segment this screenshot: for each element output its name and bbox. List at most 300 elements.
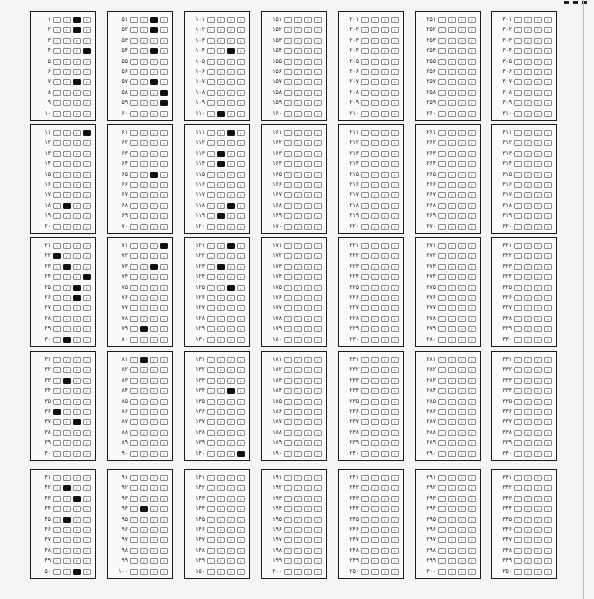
answer-bubble-3[interactable]: ۳: [150, 161, 158, 167]
answer-bubble-4[interactable]: ۴: [83, 161, 91, 167]
answer-bubble-1[interactable]: ۱: [438, 419, 446, 425]
answer-bubble-3[interactable]: ۳: [458, 326, 466, 332]
answer-bubble-2[interactable]: ۲: [524, 326, 532, 332]
answer-bubble-2[interactable]: ۲: [140, 399, 148, 405]
answer-bubble-1[interactable]: ۱: [514, 274, 522, 280]
answer-bubble-3[interactable]: ۳: [304, 161, 312, 167]
answer-bubble-1[interactable]: ۱: [53, 337, 61, 343]
answer-bubble-4[interactable]: ۴: [83, 475, 91, 481]
answer-bubble-4[interactable]: ۴: [468, 548, 476, 554]
answer-bubble-3[interactable]: ۳: [534, 151, 542, 157]
answer-bubble-4[interactable]: ۴: [391, 253, 399, 259]
answer-bubble-3[interactable]: ۳: [534, 192, 542, 198]
answer-bubble-4[interactable]: ۴: [544, 440, 552, 446]
answer-bubble-4[interactable]: ۴: [160, 558, 168, 564]
answer-bubble-1[interactable]: ۱: [438, 409, 446, 415]
answer-bubble-1[interactable]: ۱: [438, 59, 446, 65]
answer-bubble-2[interactable]: ۲: [217, 100, 225, 106]
answer-bubble-3[interactable]: ۳: [381, 224, 389, 230]
answer-bubble-4[interactable]: ۴: [544, 69, 552, 75]
answer-bubble-4[interactable]: ۴: [83, 326, 91, 332]
answer-bubble-1[interactable]: ۱: [53, 475, 61, 481]
answer-bubble-2[interactable]: ۲: [448, 79, 456, 85]
answer-bubble-1[interactable]: ۱: [53, 285, 61, 291]
answer-bubble-1[interactable]: ۱: [53, 151, 61, 157]
answer-bubble-4[interactable]: ۴: [83, 27, 91, 33]
answer-bubble-3[interactable]: ۳: [534, 326, 542, 332]
answer-bubble-2[interactable]: ۲: [63, 485, 71, 491]
answer-bubble-2[interactable]: ۲: [294, 558, 302, 564]
answer-bubble-2[interactable]: ۲: [294, 224, 302, 230]
answer-bubble-2[interactable]: ۲: [448, 243, 456, 249]
answer-bubble-2[interactable]: ۲: [294, 440, 302, 446]
answer-bubble-4[interactable]: ۴: [468, 537, 476, 543]
answer-bubble-2[interactable]: ۲: [448, 295, 456, 301]
answer-bubble-3[interactable]: ۳: [381, 537, 389, 543]
answer-bubble-3[interactable]: ۳: [458, 264, 466, 270]
answer-bubble-1[interactable]: ۱: [130, 440, 138, 446]
answer-bubble-4[interactable]: ۴: [237, 378, 245, 384]
answer-bubble-4[interactable]: ۴: [237, 409, 245, 415]
answer-bubble-4[interactable]: ۴: [314, 192, 322, 198]
answer-bubble-1[interactable]: ۱: [361, 399, 369, 405]
answer-bubble-4[interactable]: ۴: [160, 527, 168, 533]
answer-bubble-2[interactable]: ۲: [448, 548, 456, 554]
answer-bubble-3[interactable]: ۳: [73, 548, 81, 554]
answer-bubble-2[interactable]: ۲: [63, 517, 71, 523]
answer-bubble-3[interactable]: ۳: [458, 140, 466, 146]
answer-bubble-4[interactable]: ۴: [160, 274, 168, 280]
answer-bubble-1[interactable]: ۱: [130, 337, 138, 343]
answer-bubble-2[interactable]: ۲: [294, 253, 302, 259]
answer-bubble-2[interactable]: ۲: [371, 161, 379, 167]
answer-bubble-1[interactable]: ۱: [53, 496, 61, 502]
answer-bubble-4[interactable]: ۴: [160, 316, 168, 322]
answer-bubble-4[interactable]: ۴: [83, 274, 91, 280]
answer-bubble-1[interactable]: ۱: [361, 537, 369, 543]
answer-bubble-4[interactable]: ۴: [468, 264, 476, 270]
answer-bubble-1[interactable]: ۱: [514, 253, 522, 259]
answer-bubble-4[interactable]: ۴: [468, 243, 476, 249]
answer-bubble-3[interactable]: ۳: [381, 409, 389, 415]
answer-bubble-3[interactable]: ۳: [534, 243, 542, 249]
answer-bubble-4[interactable]: ۴: [468, 295, 476, 301]
answer-bubble-1[interactable]: ۱: [53, 326, 61, 332]
answer-bubble-1[interactable]: ۱: [207, 305, 215, 311]
answer-bubble-4[interactable]: ۴: [160, 264, 168, 270]
answer-bubble-2[interactable]: ۲: [63, 161, 71, 167]
answer-bubble-2[interactable]: ۲: [217, 69, 225, 75]
answer-bubble-3[interactable]: ۳: [304, 548, 312, 554]
answer-bubble-3[interactable]: ۳: [227, 224, 235, 230]
answer-bubble-3[interactable]: ۳: [534, 451, 542, 457]
answer-bubble-1[interactable]: ۱: [514, 17, 522, 23]
answer-bubble-2[interactable]: ۲: [524, 264, 532, 270]
answer-bubble-4[interactable]: ۴: [314, 151, 322, 157]
answer-bubble-3[interactable]: ۳: [534, 388, 542, 394]
answer-bubble-2[interactable]: ۲: [294, 111, 302, 117]
answer-bubble-3[interactable]: ۳: [150, 506, 158, 512]
answer-bubble-4[interactable]: ۴: [544, 243, 552, 249]
answer-bubble-3[interactable]: ۳: [227, 337, 235, 343]
answer-bubble-3[interactable]: ۳: [227, 527, 235, 533]
answer-bubble-4[interactable]: ۴: [237, 496, 245, 502]
answer-bubble-2[interactable]: ۲: [63, 430, 71, 436]
answer-bubble-2[interactable]: ۲: [448, 38, 456, 44]
answer-bubble-3[interactable]: ۳: [227, 38, 235, 44]
answer-bubble-1[interactable]: ۱: [53, 548, 61, 554]
answer-bubble-4[interactable]: ۴: [544, 140, 552, 146]
answer-bubble-2[interactable]: ۲: [448, 378, 456, 384]
answer-bubble-3[interactable]: ۳: [381, 285, 389, 291]
answer-bubble-1[interactable]: ۱: [361, 378, 369, 384]
answer-bubble-1[interactable]: ۱: [207, 161, 215, 167]
answer-bubble-2[interactable]: ۲: [294, 367, 302, 373]
answer-bubble-4[interactable]: ۴: [83, 558, 91, 564]
answer-bubble-4[interactable]: ۴: [468, 558, 476, 564]
answer-bubble-3[interactable]: ۳: [381, 90, 389, 96]
answer-bubble-4[interactable]: ۴: [237, 151, 245, 157]
answer-bubble-2[interactable]: ۲: [294, 337, 302, 343]
answer-bubble-2[interactable]: ۲: [63, 243, 71, 249]
answer-bubble-3[interactable]: ۳: [73, 409, 81, 415]
answer-bubble-1[interactable]: ۱: [438, 485, 446, 491]
answer-bubble-3[interactable]: ۳: [73, 558, 81, 564]
answer-bubble-2[interactable]: ۲: [371, 172, 379, 178]
answer-bubble-2[interactable]: ۲: [217, 111, 225, 117]
answer-bubble-2[interactable]: ۲: [140, 182, 148, 188]
answer-bubble-3[interactable]: ۳: [458, 569, 466, 575]
answer-bubble-1[interactable]: ۱: [53, 430, 61, 436]
answer-bubble-4[interactable]: ۴: [160, 430, 168, 436]
answer-bubble-3[interactable]: ۳: [304, 140, 312, 146]
answer-bubble-2[interactable]: ۲: [524, 409, 532, 415]
answer-bubble-4[interactable]: ۴: [83, 17, 91, 23]
answer-bubble-1[interactable]: ۱: [207, 295, 215, 301]
answer-bubble-1[interactable]: ۱: [130, 326, 138, 332]
answer-bubble-1[interactable]: ۱: [438, 274, 446, 280]
answer-bubble-2[interactable]: ۲: [524, 48, 532, 54]
answer-bubble-1[interactable]: ۱: [438, 130, 446, 136]
answer-bubble-4[interactable]: ۴: [83, 388, 91, 394]
answer-bubble-1[interactable]: ۱: [130, 285, 138, 291]
answer-bubble-3[interactable]: ۳: [458, 285, 466, 291]
answer-bubble-4[interactable]: ۴: [237, 337, 245, 343]
answer-bubble-1[interactable]: ۱: [361, 140, 369, 146]
answer-bubble-2[interactable]: ۲: [63, 285, 71, 291]
answer-bubble-4[interactable]: ۴: [237, 367, 245, 373]
answer-bubble-1[interactable]: ۱: [207, 182, 215, 188]
answer-bubble-3[interactable]: ۳: [304, 38, 312, 44]
answer-bubble-3[interactable]: ۳: [150, 182, 158, 188]
answer-bubble-2[interactable]: ۲: [294, 548, 302, 554]
answer-bubble-2[interactable]: ۲: [140, 367, 148, 373]
answer-bubble-3[interactable]: ۳: [381, 548, 389, 554]
answer-bubble-4[interactable]: ۴: [237, 111, 245, 117]
answer-bubble-1[interactable]: ۱: [361, 59, 369, 65]
answer-bubble-3[interactable]: ۳: [304, 451, 312, 457]
answer-bubble-4[interactable]: ۴: [237, 172, 245, 178]
answer-bubble-2[interactable]: ۲: [294, 527, 302, 533]
answer-bubble-4[interactable]: ۴: [544, 274, 552, 280]
answer-bubble-4[interactable]: ۴: [391, 48, 399, 54]
answer-bubble-3[interactable]: ۳: [534, 100, 542, 106]
answer-bubble-2[interactable]: ۲: [140, 295, 148, 301]
answer-bubble-4[interactable]: ۴: [314, 295, 322, 301]
answer-bubble-2[interactable]: ۲: [63, 192, 71, 198]
answer-bubble-3[interactable]: ۳: [227, 253, 235, 259]
answer-bubble-2[interactable]: ۲: [63, 440, 71, 446]
answer-bubble-3[interactable]: ۳: [227, 59, 235, 65]
answer-bubble-3[interactable]: ۳: [73, 69, 81, 75]
answer-bubble-4[interactable]: ۴: [160, 440, 168, 446]
answer-bubble-4[interactable]: ۴: [314, 111, 322, 117]
answer-bubble-4[interactable]: ۴: [83, 419, 91, 425]
answer-bubble-4[interactable]: ۴: [544, 496, 552, 502]
answer-bubble-3[interactable]: ۳: [458, 192, 466, 198]
answer-bubble-1[interactable]: ۱: [130, 274, 138, 280]
answer-bubble-4[interactable]: ۴: [391, 537, 399, 543]
answer-bubble-2[interactable]: ۲: [294, 130, 302, 136]
answer-bubble-3[interactable]: ۳: [534, 224, 542, 230]
answer-bubble-3[interactable]: ۳: [381, 357, 389, 363]
answer-bubble-1[interactable]: ۱: [207, 527, 215, 533]
answer-bubble-3[interactable]: ۳: [227, 243, 235, 249]
answer-bubble-4[interactable]: ۴: [314, 485, 322, 491]
answer-bubble-2[interactable]: ۲: [294, 79, 302, 85]
answer-bubble-3[interactable]: ۳: [534, 285, 542, 291]
answer-bubble-2[interactable]: ۲: [217, 203, 225, 209]
answer-bubble-2[interactable]: ۲: [63, 90, 71, 96]
answer-bubble-2[interactable]: ۲: [371, 140, 379, 146]
answer-bubble-1[interactable]: ۱: [514, 172, 522, 178]
answer-bubble-4[interactable]: ۴: [83, 517, 91, 523]
answer-bubble-2[interactable]: ۲: [217, 17, 225, 23]
answer-bubble-3[interactable]: ۳: [304, 440, 312, 446]
answer-bubble-1[interactable]: ۱: [53, 569, 61, 575]
answer-bubble-3[interactable]: ۳: [534, 274, 542, 280]
answer-bubble-1[interactable]: ۱: [284, 224, 292, 230]
answer-bubble-1[interactable]: ۱: [361, 548, 369, 554]
answer-bubble-4[interactable]: ۴: [544, 451, 552, 457]
answer-bubble-3[interactable]: ۳: [304, 388, 312, 394]
answer-bubble-1[interactable]: ۱: [514, 79, 522, 85]
answer-bubble-3[interactable]: ۳: [381, 100, 389, 106]
answer-bubble-3[interactable]: ۳: [381, 203, 389, 209]
answer-bubble-2[interactable]: ۲: [217, 485, 225, 491]
answer-bubble-3[interactable]: ۳: [227, 274, 235, 280]
answer-bubble-2[interactable]: ۲: [63, 253, 71, 259]
answer-bubble-2[interactable]: ۲: [524, 337, 532, 343]
answer-bubble-1[interactable]: ۱: [438, 243, 446, 249]
answer-bubble-1[interactable]: ۱: [514, 451, 522, 457]
answer-bubble-2[interactable]: ۲: [63, 399, 71, 405]
answer-bubble-1[interactable]: ۱: [284, 48, 292, 54]
answer-bubble-2[interactable]: ۲: [140, 192, 148, 198]
answer-bubble-4[interactable]: ۴: [468, 496, 476, 502]
answer-bubble-4[interactable]: ۴: [83, 548, 91, 554]
answer-bubble-1[interactable]: ۱: [130, 378, 138, 384]
answer-bubble-1[interactable]: ۱: [361, 558, 369, 564]
answer-bubble-1[interactable]: ۱: [514, 27, 522, 33]
answer-bubble-2[interactable]: ۲: [63, 316, 71, 322]
answer-bubble-2[interactable]: ۲: [294, 172, 302, 178]
answer-bubble-2[interactable]: ۲: [448, 409, 456, 415]
answer-bubble-4[interactable]: ۴: [314, 59, 322, 65]
answer-bubble-3[interactable]: ۳: [304, 409, 312, 415]
answer-bubble-3[interactable]: ۳: [304, 337, 312, 343]
answer-bubble-1[interactable]: ۱: [438, 79, 446, 85]
answer-bubble-4[interactable]: ۴: [314, 79, 322, 85]
answer-bubble-3[interactable]: ۳: [381, 506, 389, 512]
answer-bubble-4[interactable]: ۴: [160, 537, 168, 543]
answer-bubble-1[interactable]: ۱: [514, 100, 522, 106]
answer-bubble-4[interactable]: ۴: [83, 378, 91, 384]
answer-bubble-3[interactable]: ۳: [534, 485, 542, 491]
answer-bubble-2[interactable]: ۲: [217, 182, 225, 188]
answer-bubble-4[interactable]: ۴: [544, 569, 552, 575]
answer-bubble-1[interactable]: ۱: [130, 409, 138, 415]
answer-bubble-3[interactable]: ۳: [534, 378, 542, 384]
answer-bubble-1[interactable]: ۱: [207, 419, 215, 425]
answer-bubble-1[interactable]: ۱: [130, 243, 138, 249]
answer-bubble-4[interactable]: ۴: [391, 151, 399, 157]
answer-bubble-4[interactable]: ۴: [391, 224, 399, 230]
answer-bubble-3[interactable]: ۳: [73, 451, 81, 457]
answer-bubble-4[interactable]: ۴: [160, 59, 168, 65]
answer-bubble-4[interactable]: ۴: [160, 337, 168, 343]
answer-bubble-3[interactable]: ۳: [73, 475, 81, 481]
answer-bubble-4[interactable]: ۴: [468, 17, 476, 23]
answer-bubble-1[interactable]: ۱: [361, 213, 369, 219]
answer-bubble-1[interactable]: ۱: [130, 59, 138, 65]
answer-bubble-4[interactable]: ۴: [83, 316, 91, 322]
answer-bubble-2[interactable]: ۲: [371, 517, 379, 523]
answer-bubble-1[interactable]: ۱: [207, 440, 215, 446]
answer-bubble-3[interactable]: ۳: [73, 38, 81, 44]
answer-bubble-2[interactable]: ۲: [217, 224, 225, 230]
answer-bubble-2[interactable]: ۲: [524, 295, 532, 301]
answer-bubble-4[interactable]: ۴: [83, 537, 91, 543]
answer-bubble-2[interactable]: ۲: [217, 130, 225, 136]
answer-bubble-3[interactable]: ۳: [150, 388, 158, 394]
answer-bubble-1[interactable]: ۱: [284, 537, 292, 543]
answer-bubble-3[interactable]: ۳: [150, 569, 158, 575]
answer-bubble-4[interactable]: ۴: [391, 485, 399, 491]
answer-bubble-2[interactable]: ۲: [448, 192, 456, 198]
answer-bubble-1[interactable]: ۱: [207, 59, 215, 65]
answer-bubble-2[interactable]: ۲: [63, 151, 71, 157]
answer-bubble-3[interactable]: ۳: [304, 151, 312, 157]
answer-bubble-1[interactable]: ۱: [284, 161, 292, 167]
answer-bubble-2[interactable]: ۲: [63, 419, 71, 425]
answer-bubble-3[interactable]: ۳: [534, 111, 542, 117]
answer-bubble-3[interactable]: ۳: [458, 409, 466, 415]
answer-bubble-4[interactable]: ۴: [237, 17, 245, 23]
answer-bubble-1[interactable]: ۱: [284, 316, 292, 322]
answer-bubble-4[interactable]: ۴: [83, 430, 91, 436]
answer-bubble-4[interactable]: ۴: [544, 27, 552, 33]
answer-bubble-1[interactable]: ۱: [438, 17, 446, 23]
answer-bubble-4[interactable]: ۴: [83, 399, 91, 405]
answer-bubble-2[interactable]: ۲: [294, 569, 302, 575]
answer-bubble-1[interactable]: ۱: [284, 274, 292, 280]
answer-bubble-3[interactable]: ۳: [150, 243, 158, 249]
answer-bubble-4[interactable]: ۴: [544, 316, 552, 322]
answer-bubble-3[interactable]: ۳: [458, 517, 466, 523]
answer-bubble-1[interactable]: ۱: [361, 285, 369, 291]
answer-bubble-2[interactable]: ۲: [524, 506, 532, 512]
answer-bubble-4[interactable]: ۴: [237, 182, 245, 188]
answer-bubble-4[interactable]: ۴: [391, 569, 399, 575]
answer-bubble-1[interactable]: ۱: [514, 419, 522, 425]
answer-bubble-1[interactable]: ۱: [438, 69, 446, 75]
answer-bubble-2[interactable]: ۲: [371, 506, 379, 512]
answer-bubble-2[interactable]: ۲: [140, 90, 148, 96]
answer-bubble-4[interactable]: ۴: [544, 264, 552, 270]
answer-bubble-3[interactable]: ۳: [534, 399, 542, 405]
answer-bubble-1[interactable]: ۱: [130, 264, 138, 270]
answer-bubble-3[interactable]: ۳: [150, 192, 158, 198]
answer-bubble-4[interactable]: ۴: [160, 496, 168, 502]
answer-bubble-2[interactable]: ۲: [140, 569, 148, 575]
answer-bubble-4[interactable]: ۴: [237, 274, 245, 280]
answer-bubble-3[interactable]: ۳: [381, 440, 389, 446]
answer-bubble-3[interactable]: ۳: [534, 537, 542, 543]
answer-bubble-2[interactable]: ۲: [448, 264, 456, 270]
answer-bubble-2[interactable]: ۲: [371, 537, 379, 543]
answer-bubble-1[interactable]: ۱: [284, 357, 292, 363]
answer-bubble-4[interactable]: ۴: [237, 203, 245, 209]
answer-bubble-3[interactable]: ۳: [381, 17, 389, 23]
answer-bubble-3[interactable]: ۳: [458, 59, 466, 65]
answer-bubble-3[interactable]: ۳: [73, 430, 81, 436]
answer-bubble-2[interactable]: ۲: [294, 305, 302, 311]
answer-bubble-2[interactable]: ۲: [448, 558, 456, 564]
answer-bubble-2[interactable]: ۲: [217, 90, 225, 96]
answer-bubble-3[interactable]: ۳: [458, 430, 466, 436]
answer-bubble-2[interactable]: ۲: [63, 527, 71, 533]
answer-bubble-2[interactable]: ۲: [140, 69, 148, 75]
answer-bubble-2[interactable]: ۲: [524, 224, 532, 230]
answer-bubble-1[interactable]: ۱: [53, 399, 61, 405]
answer-bubble-3[interactable]: ۳: [304, 48, 312, 54]
answer-bubble-4[interactable]: ۴: [391, 496, 399, 502]
answer-bubble-4[interactable]: ۴: [160, 151, 168, 157]
answer-bubble-1[interactable]: ۱: [53, 224, 61, 230]
answer-bubble-3[interactable]: ۳: [304, 182, 312, 188]
answer-bubble-2[interactable]: ۲: [140, 475, 148, 481]
answer-bubble-3[interactable]: ۳: [381, 367, 389, 373]
answer-bubble-3[interactable]: ۳: [73, 305, 81, 311]
answer-bubble-3[interactable]: ۳: [227, 357, 235, 363]
answer-bubble-4[interactable]: ۴: [83, 100, 91, 106]
answer-bubble-3[interactable]: ۳: [73, 79, 81, 85]
answer-bubble-2[interactable]: ۲: [524, 485, 532, 491]
answer-bubble-2[interactable]: ۲: [448, 130, 456, 136]
answer-bubble-4[interactable]: ۴: [544, 111, 552, 117]
answer-bubble-4[interactable]: ۴: [83, 569, 91, 575]
answer-bubble-1[interactable]: ۱: [361, 440, 369, 446]
answer-bubble-2[interactable]: ۲: [448, 537, 456, 543]
answer-bubble-1[interactable]: ۱: [207, 517, 215, 523]
answer-bubble-3[interactable]: ۳: [458, 172, 466, 178]
answer-bubble-3[interactable]: ۳: [381, 69, 389, 75]
answer-bubble-3[interactable]: ۳: [534, 79, 542, 85]
answer-bubble-4[interactable]: ۴: [83, 264, 91, 270]
answer-bubble-1[interactable]: ۱: [438, 548, 446, 554]
answer-bubble-1[interactable]: ۱: [514, 337, 522, 343]
